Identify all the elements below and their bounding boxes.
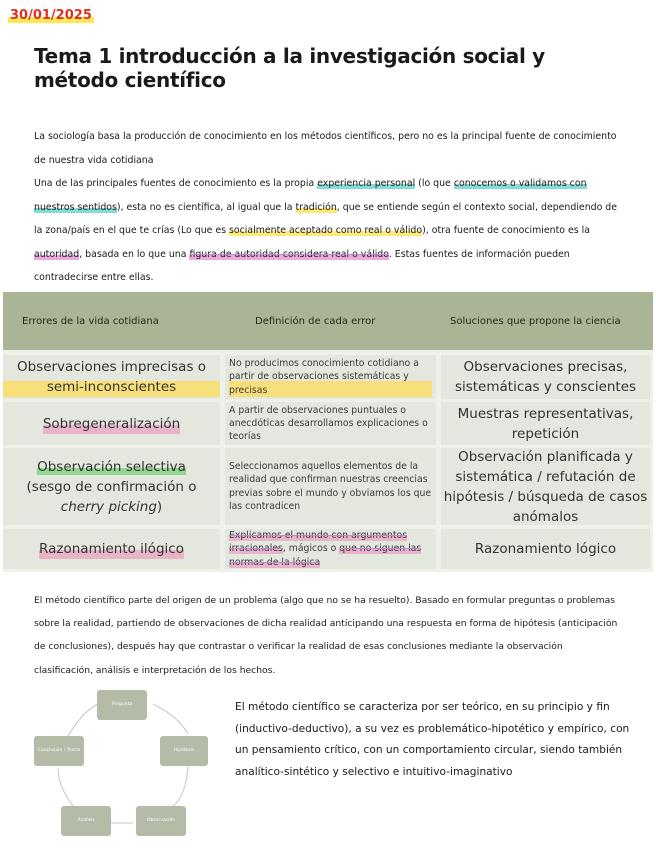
row-3-error-main: Observación selectiva bbox=[37, 458, 186, 475]
row-1-solution: Observaciones precisas, sistemáticas y conscientes bbox=[441, 355, 650, 399]
row-3-solution: Observación planificada y sistemática / refutación de hipótesis / búsqueda de casos anómalos bbox=[441, 448, 650, 525]
row-4-error-text: Razonamiento ilógico bbox=[39, 541, 184, 557]
row-1-definition bbox=[225, 355, 436, 399]
row-4-definition-a: Explicamos el mundo con argumentos irracionales bbox=[229, 530, 408, 555]
highlight-autoridad: autoridad bbox=[34, 248, 80, 260]
arrow-2 bbox=[173, 766, 188, 806]
text-segment: ), esta no es científica, al igual que la bbox=[116, 201, 296, 213]
date: 30/01/2025 bbox=[10, 8, 92, 23]
row-2-error bbox=[3, 402, 220, 445]
highlight-sentidos: conocemos o validamos con nuestros sentidos bbox=[34, 178, 587, 213]
header-solutions: Soluciones que propone la ciencia bbox=[450, 315, 621, 327]
intro-paragraph-1: La sociología basa la producción de conocimiento en los métodos científicos, pero no es la principal fuente de conocimiento de nuestra vida cotidiana bbox=[34, 131, 617, 166]
row-4-definition bbox=[225, 529, 436, 569]
row-4-solution: Razonamiento lógico bbox=[441, 529, 650, 569]
row-4-definition-wrap bbox=[229, 529, 432, 569]
row-1-error bbox=[3, 355, 220, 399]
text-segment: , basada en lo que una bbox=[79, 248, 190, 260]
header-definition: Definición de cada error bbox=[255, 315, 376, 327]
intro-paragraph-2 bbox=[34, 172, 624, 290]
text-segment: ), otra fuente de conocimiento es la bbox=[422, 225, 590, 236]
table-header bbox=[3, 292, 653, 350]
row-3-error-sub-b: ) bbox=[156, 498, 163, 515]
row-1-definition-text: No producimos conocimiento cotidiano a partir de observaciones sistemáticas y precisas bbox=[229, 357, 432, 397]
cycle-node-conclusion: Conclusión / Teoría bbox=[34, 736, 84, 766]
text-segment: Una de las principales fuentes de conocimiento es la propia bbox=[34, 178, 318, 189]
text-segment: , que se entiende según el contexto social, dependiendo de la zona/país en el que te crías (Lo que es bbox=[34, 201, 618, 236]
highlight-socialmente: socialmente aceptado como real o válido bbox=[229, 225, 423, 236]
scientific-method-cycle bbox=[28, 686, 218, 846]
row-3-error-sub-em: cherry picking bbox=[60, 498, 157, 515]
highlight-tradicion: tradición bbox=[295, 201, 337, 213]
row-3-error-wrap bbox=[3, 457, 220, 517]
cycle-node-observacion: Observación bbox=[136, 806, 186, 836]
row-2-definition: A partir de observaciones puntuales o anecdóticas desarrollamos explicaciones o teorías bbox=[225, 402, 436, 445]
cycle-node-pregunta: Pregunta bbox=[97, 690, 147, 720]
row-3-definition: Seleccionamos aquellos elementos de la realidad que confirman nuestras creencias previas sobre el mundo y obviamos los que las contradicen bbox=[225, 448, 436, 525]
row-3-error bbox=[3, 448, 220, 525]
cycle-node-analisis: Análisis bbox=[61, 806, 111, 836]
row-4-definition-c: que no siguen las normas de la lógica bbox=[229, 543, 422, 568]
text-segment: (lo que bbox=[415, 178, 454, 189]
method-characteristics: El método científico se caracteriza por ser teórico, en su principio y fin (inductivo-deductivo), a su vez es problemático-hipotético y empírico, con un pensamiento crítico, con un comportamiento circular, siendo también analítico-sintético y selectivo e intuitivo-imaginativo bbox=[235, 701, 630, 778]
arrow-5 bbox=[68, 704, 98, 736]
arrow-4 bbox=[58, 768, 73, 806]
row-4-definition-b: , mágicos o bbox=[282, 543, 340, 555]
method-paragraph: El método científico parte del origen de un problema (algo que no se ha resuelto). Basado en formular preguntas o problemas sobre la realidad, partiendo de observaciones de dicha realidad anticipando una respuesta en forma de hipótesis (anticipación de conclusiones), después hay que contrastar o verificar la realidad de esas conclusiones mediante la observación clasificación, análisis e interpretación de los hechos. bbox=[34, 595, 618, 676]
cycle-node-hipotesis: Hipótesis bbox=[160, 736, 208, 766]
row-2-error-text: Sobregeneralización bbox=[42, 415, 181, 432]
text-segment: . Estas fuentes de información pueden contradecirse entre ellas. bbox=[34, 248, 570, 283]
highlight-experiencia: experiencia personal bbox=[317, 178, 416, 189]
row-1-error-text: Observaciones imprecisas o semi-inconscientes bbox=[3, 357, 220, 397]
page-title: Tema 1 introducción a la investigación social y método científico bbox=[34, 44, 545, 92]
row-2-solution: Muestras representativas, repetición bbox=[441, 402, 650, 445]
row-4-error bbox=[3, 529, 220, 569]
highlight-figura-autoridad: figura de autoridad considera real o válido bbox=[189, 248, 389, 260]
row-3-error-sub-a: (sesgo de confirmación o bbox=[26, 478, 197, 495]
arrow-1 bbox=[153, 704, 188, 734]
header-errors: Errores de la vida cotidiana bbox=[22, 315, 159, 327]
